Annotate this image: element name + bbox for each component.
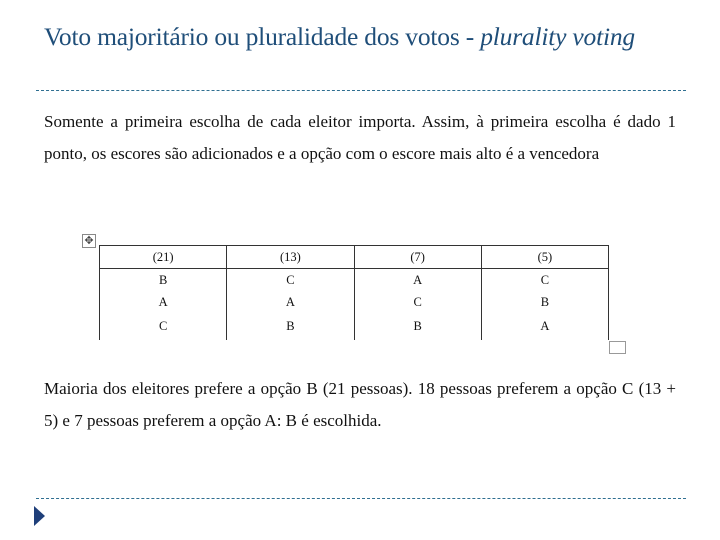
table-cell: C (354, 291, 481, 313)
header-cell: (21) (100, 246, 227, 269)
table-row (100, 313, 609, 340)
table-cell: C (227, 269, 354, 292)
title-main: Voto majoritário ou pluralidade dos votos - (44, 22, 481, 51)
table-cell: B (227, 313, 354, 340)
table-cell: A (100, 291, 227, 313)
play-arrow-icon[interactable] (34, 506, 45, 526)
table-cell: B (481, 291, 608, 313)
slide-title (44, 20, 684, 53)
top-divider (36, 90, 686, 91)
table-cell: A (227, 291, 354, 313)
table-cell: B (354, 313, 481, 340)
table-cell: C (100, 313, 227, 340)
bottom-divider (36, 498, 686, 499)
header-cell: (7) (354, 246, 481, 269)
resize-handle[interactable] (609, 341, 626, 354)
table-row (100, 291, 609, 313)
title-italic: plurality voting (480, 22, 635, 51)
table-row (100, 269, 609, 292)
preference-table (99, 245, 609, 340)
header-cell: (13) (227, 246, 354, 269)
table-cell: A (354, 269, 481, 292)
intro-paragraph: Somente a primeira escolha de cada eleitor importa. Assim, à primeira escolha é dado 1 ponto, os escores são adicionados e a opção com o escore mais alto é a vencedora (44, 112, 676, 163)
table-cell: A (481, 313, 608, 340)
table-cell: C (481, 269, 608, 292)
conclusion-paragraph: Maioria dos eleitores prefere a opção B (21 pessoas). 18 pessoas preferem a opção C (13 + 5) e 7 pessoas preferem a opção A: B é escolhida. (44, 379, 676, 430)
move-icon[interactable]: ✥ (82, 234, 96, 248)
table-header-row (100, 246, 609, 269)
table-cell: B (100, 269, 227, 292)
header-cell: (5) (481, 246, 608, 269)
